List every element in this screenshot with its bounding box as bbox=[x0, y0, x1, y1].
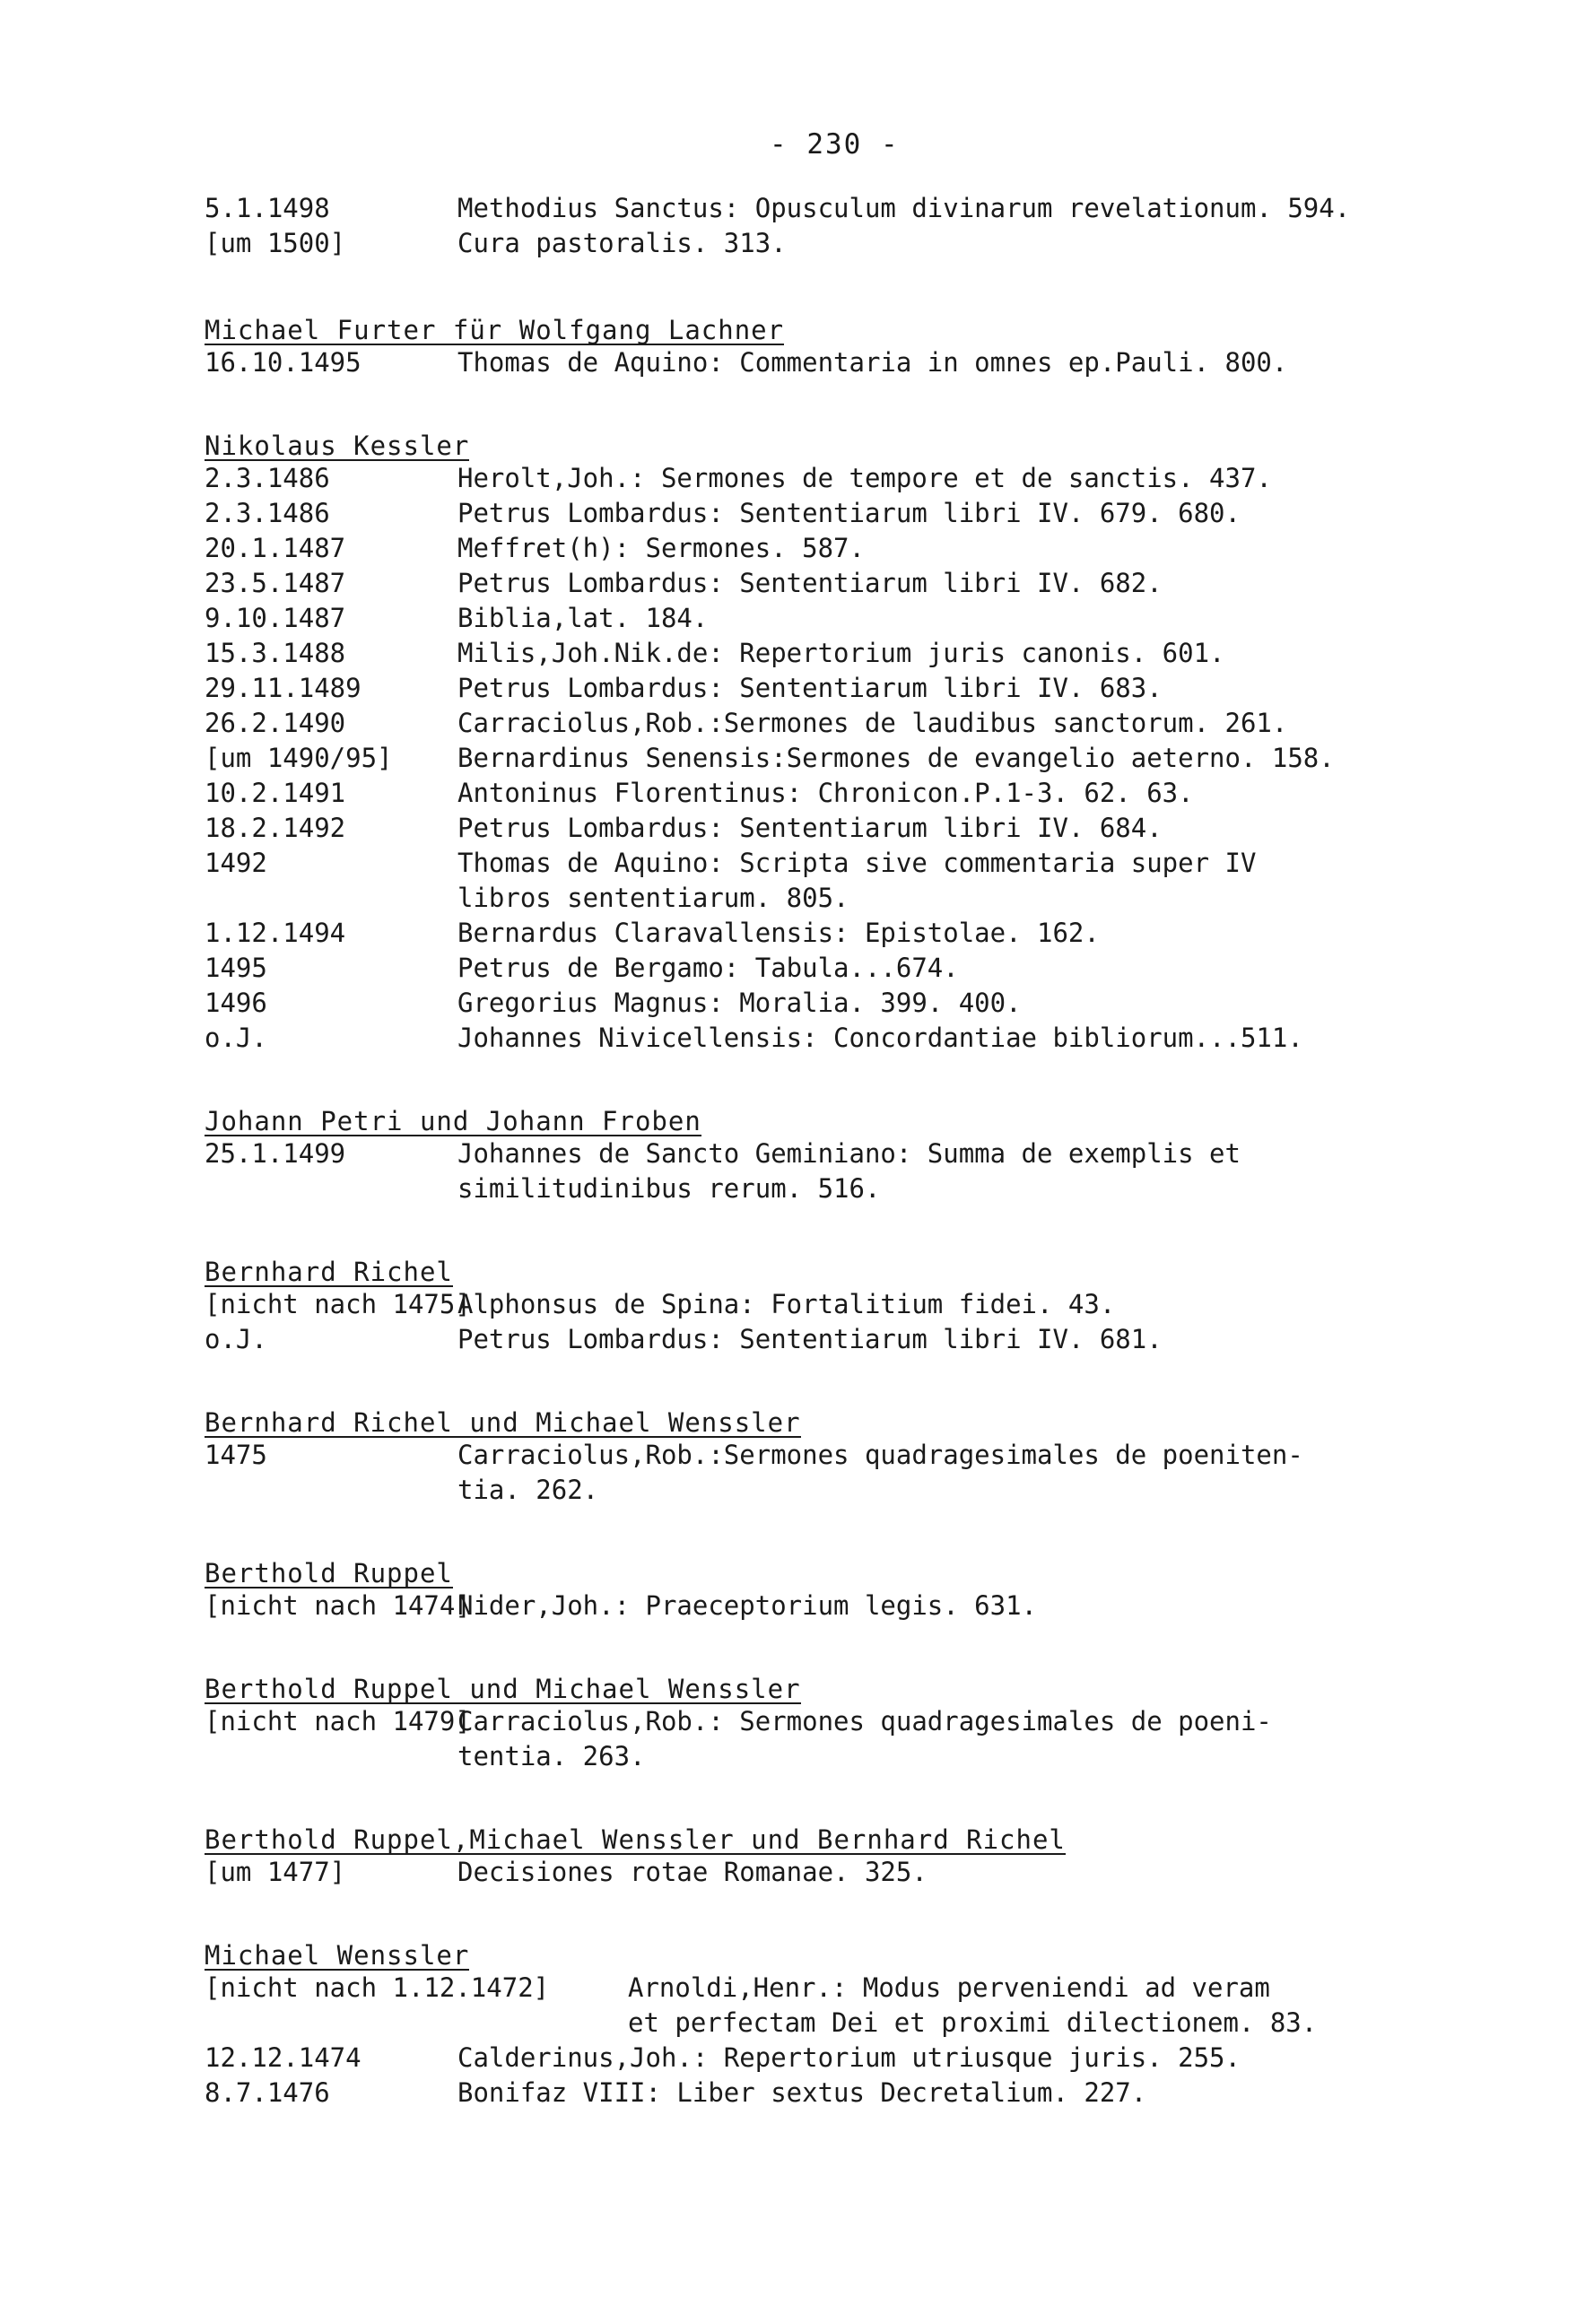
entry-date: [um 1477] bbox=[205, 1857, 346, 1887]
printer-group bbox=[205, 315, 1514, 380]
entry-title: Milis,Joh.Nik.de: Repertorium juris canonis. 601. bbox=[457, 638, 1225, 668]
book-entry bbox=[205, 531, 1514, 566]
entry-date: 16.10.1495 bbox=[205, 347, 361, 378]
entry-date: 2.3.1486 bbox=[205, 498, 330, 528]
entry-title: Cura pastoralis. 313. bbox=[457, 228, 787, 258]
entry-title: Arnoldi,Henr.: Modus perveniendi ad veram et perfectam Dei et proximi dilectionem. 83. bbox=[628, 1972, 1318, 2038]
book-entry bbox=[205, 496, 1514, 531]
entry-title: Johannes Nivicellensis: Concordantiae bibliorum...511. bbox=[457, 1023, 1303, 1053]
entry-title: Petrus Lombardus: Sententiarum libri IV. 681. bbox=[457, 1324, 1163, 1354]
printer-heading: Berthold Ruppel und Michael Wenssler bbox=[205, 1674, 801, 1704]
entry-date: [um 1490/95] bbox=[205, 743, 393, 773]
printer-heading: Berthold Ruppel bbox=[205, 1558, 453, 1589]
book-entry bbox=[205, 1438, 1514, 1508]
printer-group bbox=[205, 1106, 1514, 1206]
printer-group bbox=[205, 1407, 1514, 1508]
entry-date: [um 1500] bbox=[205, 228, 346, 258]
book-entry bbox=[205, 1287, 1514, 1322]
entry-date: [nicht nach 1479] bbox=[205, 1706, 471, 1736]
book-entry bbox=[205, 345, 1514, 380]
entry-title: Petrus Lombardus: Sententiarum libri IV. 679. 680. bbox=[457, 498, 1241, 528]
entry-date: 20.1.1487 bbox=[205, 533, 346, 563]
entry-date: 1495 bbox=[205, 953, 267, 983]
entry-date: 23.5.1487 bbox=[205, 568, 346, 598]
entry-date: 25.1.1499 bbox=[205, 1138, 346, 1169]
book-entry bbox=[205, 2076, 1514, 2111]
book-entry bbox=[205, 601, 1514, 636]
book-entry bbox=[205, 636, 1514, 671]
entry-title: Gregorius Magnus: Moralia. 399. 400. bbox=[457, 988, 1022, 1018]
book-entry bbox=[205, 226, 1514, 261]
entry-date: 15.3.1488 bbox=[205, 638, 346, 668]
entry-date: 12.12.1474 bbox=[205, 2042, 361, 2073]
entry-date: o.J. bbox=[205, 1023, 267, 1053]
entry-date: 1492 bbox=[205, 848, 267, 878]
book-entry bbox=[205, 951, 1514, 986]
printer-heading: Michael Furter für Wolfgang Lachner bbox=[205, 315, 785, 345]
book-entry bbox=[205, 706, 1514, 741]
book-entry bbox=[205, 191, 1514, 226]
entry-date: [nicht nach 1.12.1472] bbox=[205, 1972, 550, 2003]
printer-group bbox=[205, 1940, 1514, 2111]
printer-index-list bbox=[205, 191, 1514, 2161]
entry-date: 1.12.1494 bbox=[205, 918, 346, 948]
printer-group bbox=[205, 1824, 1514, 1890]
printer-group bbox=[205, 1674, 1514, 1774]
printer-group bbox=[205, 191, 1514, 261]
entry-title: Carraciolus,Rob.: Sermones quadragesimales de poeni- tentia. 263. bbox=[457, 1706, 1272, 1771]
page-number: - 230 - bbox=[770, 128, 900, 161]
book-entry bbox=[205, 461, 1514, 496]
entry-title: Herolt,Joh.: Sermones de tempore et de sanctis. 437. bbox=[457, 463, 1272, 493]
entry-date: 2.3.1486 bbox=[205, 463, 330, 493]
entry-title: Meffret(h): Sermones. 587. bbox=[457, 533, 865, 563]
entry-title: Nider,Joh.: Praeceptorium legis. 631. bbox=[457, 1590, 1038, 1621]
book-entry bbox=[205, 776, 1514, 811]
entry-title: Thomas de Aquino: Scripta sive commentaria super IV libros sententiarum. 805. bbox=[457, 848, 1257, 913]
entry-title: Carraciolus,Rob.:Sermones quadragesimales de poeniten- tia. 262. bbox=[457, 1440, 1303, 1505]
printer-heading: Bernhard Richel bbox=[205, 1257, 453, 1287]
entry-title: Thomas de Aquino: Commentaria in omnes ep.Pauli. 800. bbox=[457, 347, 1288, 378]
entry-title: Decisiones rotae Romanae. 325. bbox=[457, 1857, 928, 1887]
book-entry bbox=[205, 1322, 1514, 1357]
entry-title: Calderinus,Joh.: Repertorium utriusque juris. 255. bbox=[457, 2042, 1241, 2073]
book-entry bbox=[205, 671, 1514, 706]
book-entry bbox=[205, 1589, 1514, 1623]
printer-group bbox=[205, 1257, 1514, 1357]
book-entry bbox=[205, 566, 1514, 601]
entry-date: [nicht nach 1474] bbox=[205, 1590, 471, 1621]
book-entry bbox=[205, 811, 1514, 846]
book-entry bbox=[205, 1704, 1514, 1774]
entry-date: 1475 bbox=[205, 1440, 267, 1470]
entry-title: Carraciolus,Rob.:Sermones de laudibus sanctorum. 261. bbox=[457, 708, 1288, 738]
entry-title: Bernardus Claravallensis: Epistolae. 162. bbox=[457, 918, 1100, 948]
entry-date: 1496 bbox=[205, 988, 267, 1018]
entry-date: 5.1.1498 bbox=[205, 193, 330, 223]
book-entry bbox=[205, 916, 1514, 951]
book-entry bbox=[205, 1136, 1514, 1206]
entry-title: Bonifaz VIII: Liber sextus Decretalium. 227. bbox=[457, 2077, 1147, 2108]
printer-group bbox=[205, 1558, 1514, 1623]
book-entry bbox=[205, 846, 1514, 916]
book-entry bbox=[205, 1971, 1514, 2041]
printer-heading: Johann Petri und Johann Froben bbox=[205, 1106, 701, 1136]
entry-title: Petrus Lombardus: Sententiarum libri IV. 684. bbox=[457, 813, 1163, 843]
entry-date: [nicht nach 1475] bbox=[205, 1289, 471, 1319]
entry-title: Antoninus Florentinus: Chronicon.P.1-3. 62. 63. bbox=[457, 778, 1194, 808]
printer-heading: Nikolaus Kessler bbox=[205, 431, 470, 461]
entry-title: Petrus de Bergamo: Tabula...674. bbox=[457, 953, 959, 983]
book-entry bbox=[205, 741, 1514, 776]
entry-date: 9.10.1487 bbox=[205, 603, 346, 633]
printer-heading: Michael Wenssler bbox=[205, 1940, 470, 1971]
entry-date: 26.2.1490 bbox=[205, 708, 346, 738]
book-entry bbox=[205, 1855, 1514, 1890]
book-entry bbox=[205, 986, 1514, 1021]
entry-title: Johannes de Sancto Geminiano: Summa de exemplis et similitudinibus rerum. 516. bbox=[457, 1138, 1241, 1204]
entry-title: Biblia,lat. 184. bbox=[457, 603, 709, 633]
entry-date: o.J. bbox=[205, 1324, 267, 1354]
book-entry bbox=[205, 1021, 1514, 1056]
entry-date: 18.2.1492 bbox=[205, 813, 346, 843]
entry-date: 29.11.1489 bbox=[205, 673, 361, 703]
printer-heading: Bernhard Richel und Michael Wenssler bbox=[205, 1407, 801, 1438]
entry-title: Petrus Lombardus: Sententiarum libri IV. 683. bbox=[457, 673, 1163, 703]
printer-heading: Berthold Ruppel,Michael Wenssler und Bernhard Richel bbox=[205, 1824, 1066, 1855]
entry-date: 10.2.1491 bbox=[205, 778, 346, 808]
entry-title: Alphonsus de Spina: Fortalitium fidei. 43. bbox=[457, 1289, 1116, 1319]
entry-title: Methodius Sanctus: Opusculum divinarum revelationum. 594. bbox=[457, 193, 1351, 223]
printer-group bbox=[205, 431, 1514, 1056]
entry-title: Petrus Lombardus: Sententiarum libri IV. 682. bbox=[457, 568, 1163, 598]
entry-title: Bernardinus Senensis:Sermones de evangelio aeterno. 158. bbox=[457, 743, 1335, 773]
book-entry bbox=[205, 2041, 1514, 2076]
entry-date: 8.7.1476 bbox=[205, 2077, 330, 2108]
